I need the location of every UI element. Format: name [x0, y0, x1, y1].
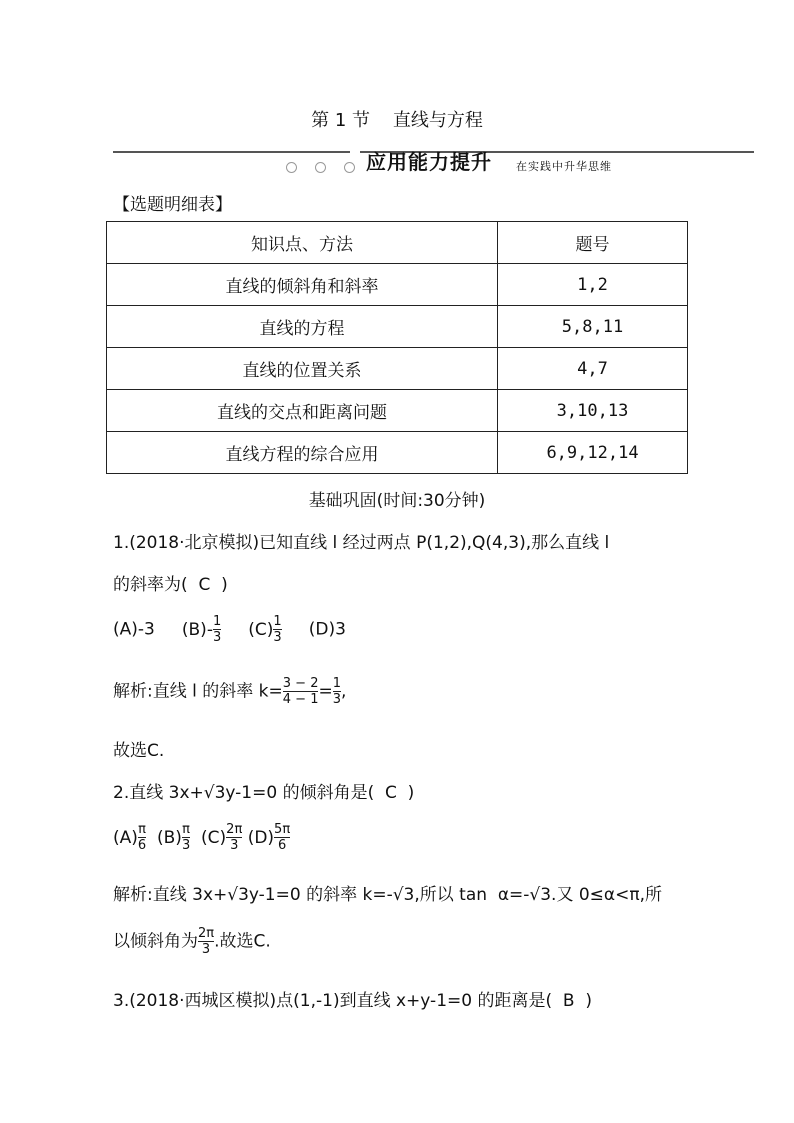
- table-header-row: [107, 222, 688, 264]
- q1-option-c: (C) $\frac{1}{3}$: [248, 614, 282, 645]
- q2-option-b: (B) $\frac{\pi}{3}$: [157, 822, 191, 853]
- q1-conclusion: 故选C.: [113, 741, 165, 761]
- table-row: [107, 348, 688, 390]
- table-cell: 直线的交点和距离问题: [107, 390, 498, 432]
- q1-stem-line2: 的斜率为( C ): [113, 575, 228, 595]
- q2-options: [113, 822, 290, 853]
- fraction: $\frac{\pi}{3}$: [181, 822, 191, 853]
- q1-option-a: (A)-3: [113, 619, 155, 640]
- fraction: $\frac{2\pi}{3}$: [198, 926, 215, 957]
- circle-icon: [286, 162, 297, 173]
- column-header: 知识点、方法: [107, 222, 498, 264]
- banner-subtitle: 在实践中升华思维: [516, 160, 612, 173]
- table-cell: 4,7: [498, 348, 688, 390]
- q2-option-c: (C) $\frac{2\pi}{3}$: [201, 822, 243, 853]
- q2-option-d: (D) $\frac{5\pi}{6}$: [247, 822, 291, 853]
- q3-stem: 3.(2018·西城区模拟)点(1,-1)到直线 x+y-1=0 的距离是( B ): [113, 991, 593, 1011]
- q1-solution: 解析:直线 l 的斜率 k= $\frac{3 - 2}{4 - 1}$ = $\frac{1}{3}$ ,: [113, 676, 347, 707]
- circle-icon: [315, 162, 326, 173]
- table-cell: 3,10,13: [498, 390, 688, 432]
- table-cell: 5,8,11: [498, 306, 688, 348]
- table-row: [107, 390, 688, 432]
- table-cell: 1,2: [498, 264, 688, 306]
- table-row: [107, 306, 688, 348]
- fraction: $\frac{5\pi}{6}$: [274, 822, 291, 853]
- circle-icon: [344, 162, 355, 173]
- q1-option-b: (B)- $\frac{1}{3}$: [181, 614, 222, 645]
- q2-option-a: (A) $\frac{\pi}{6}$: [113, 822, 147, 853]
- q2-solution-line2: 以倾斜角为 $\frac{2\pi}{3}$ .故选C.: [113, 926, 271, 957]
- column-header: 题号: [498, 222, 688, 264]
- fraction: $\frac{1}{3}$: [212, 614, 222, 645]
- section-heading: 基础巩固(时间:30分钟): [308, 491, 486, 511]
- q1-option-d: (D)3: [308, 619, 346, 640]
- section-title: 第 1 节 直线与方程: [311, 110, 483, 131]
- fraction: $\frac{2\pi}{3}$: [226, 822, 243, 853]
- q2-solution-line1: 解析:直线 3x+√3y-1=0 的斜率 k=-√3,所以 tan α=-√3.又 0≤α<π,所: [113, 885, 663, 905]
- detail-table: [106, 221, 688, 474]
- fraction: $\frac{1}{3}$: [332, 676, 341, 707]
- q1-stem-line1: 1.(2018·北京模拟)已知直线 l 经过两点 P(1,2),Q(4,3),那么直线 l: [113, 533, 610, 553]
- table-cell: 直线的位置关系: [107, 348, 498, 390]
- detail-table-label: 【选题明细表】: [113, 195, 232, 215]
- q2-stem: 2.直线 3x+√3y-1=0 的倾斜角是( C ): [113, 783, 415, 803]
- banner-title: 应用能力提升: [366, 150, 492, 174]
- table-cell: 6,9,12,14: [498, 432, 688, 474]
- table-cell: 直线的倾斜角和斜率: [107, 264, 498, 306]
- table-cell: 直线的方程: [107, 306, 498, 348]
- fraction: $\frac{1}{3}$: [273, 614, 282, 645]
- table-row: [107, 432, 688, 474]
- q1-options: [113, 614, 346, 645]
- header-rule-left: [113, 151, 350, 153]
- fraction: $\frac{\pi}{6}$: [137, 822, 147, 853]
- decorative-dots: [286, 158, 373, 177]
- fraction: $\frac{3 - 2}{4 - 1}$: [282, 676, 319, 707]
- table-row: [107, 264, 688, 306]
- table-cell: 直线方程的综合应用: [107, 432, 498, 474]
